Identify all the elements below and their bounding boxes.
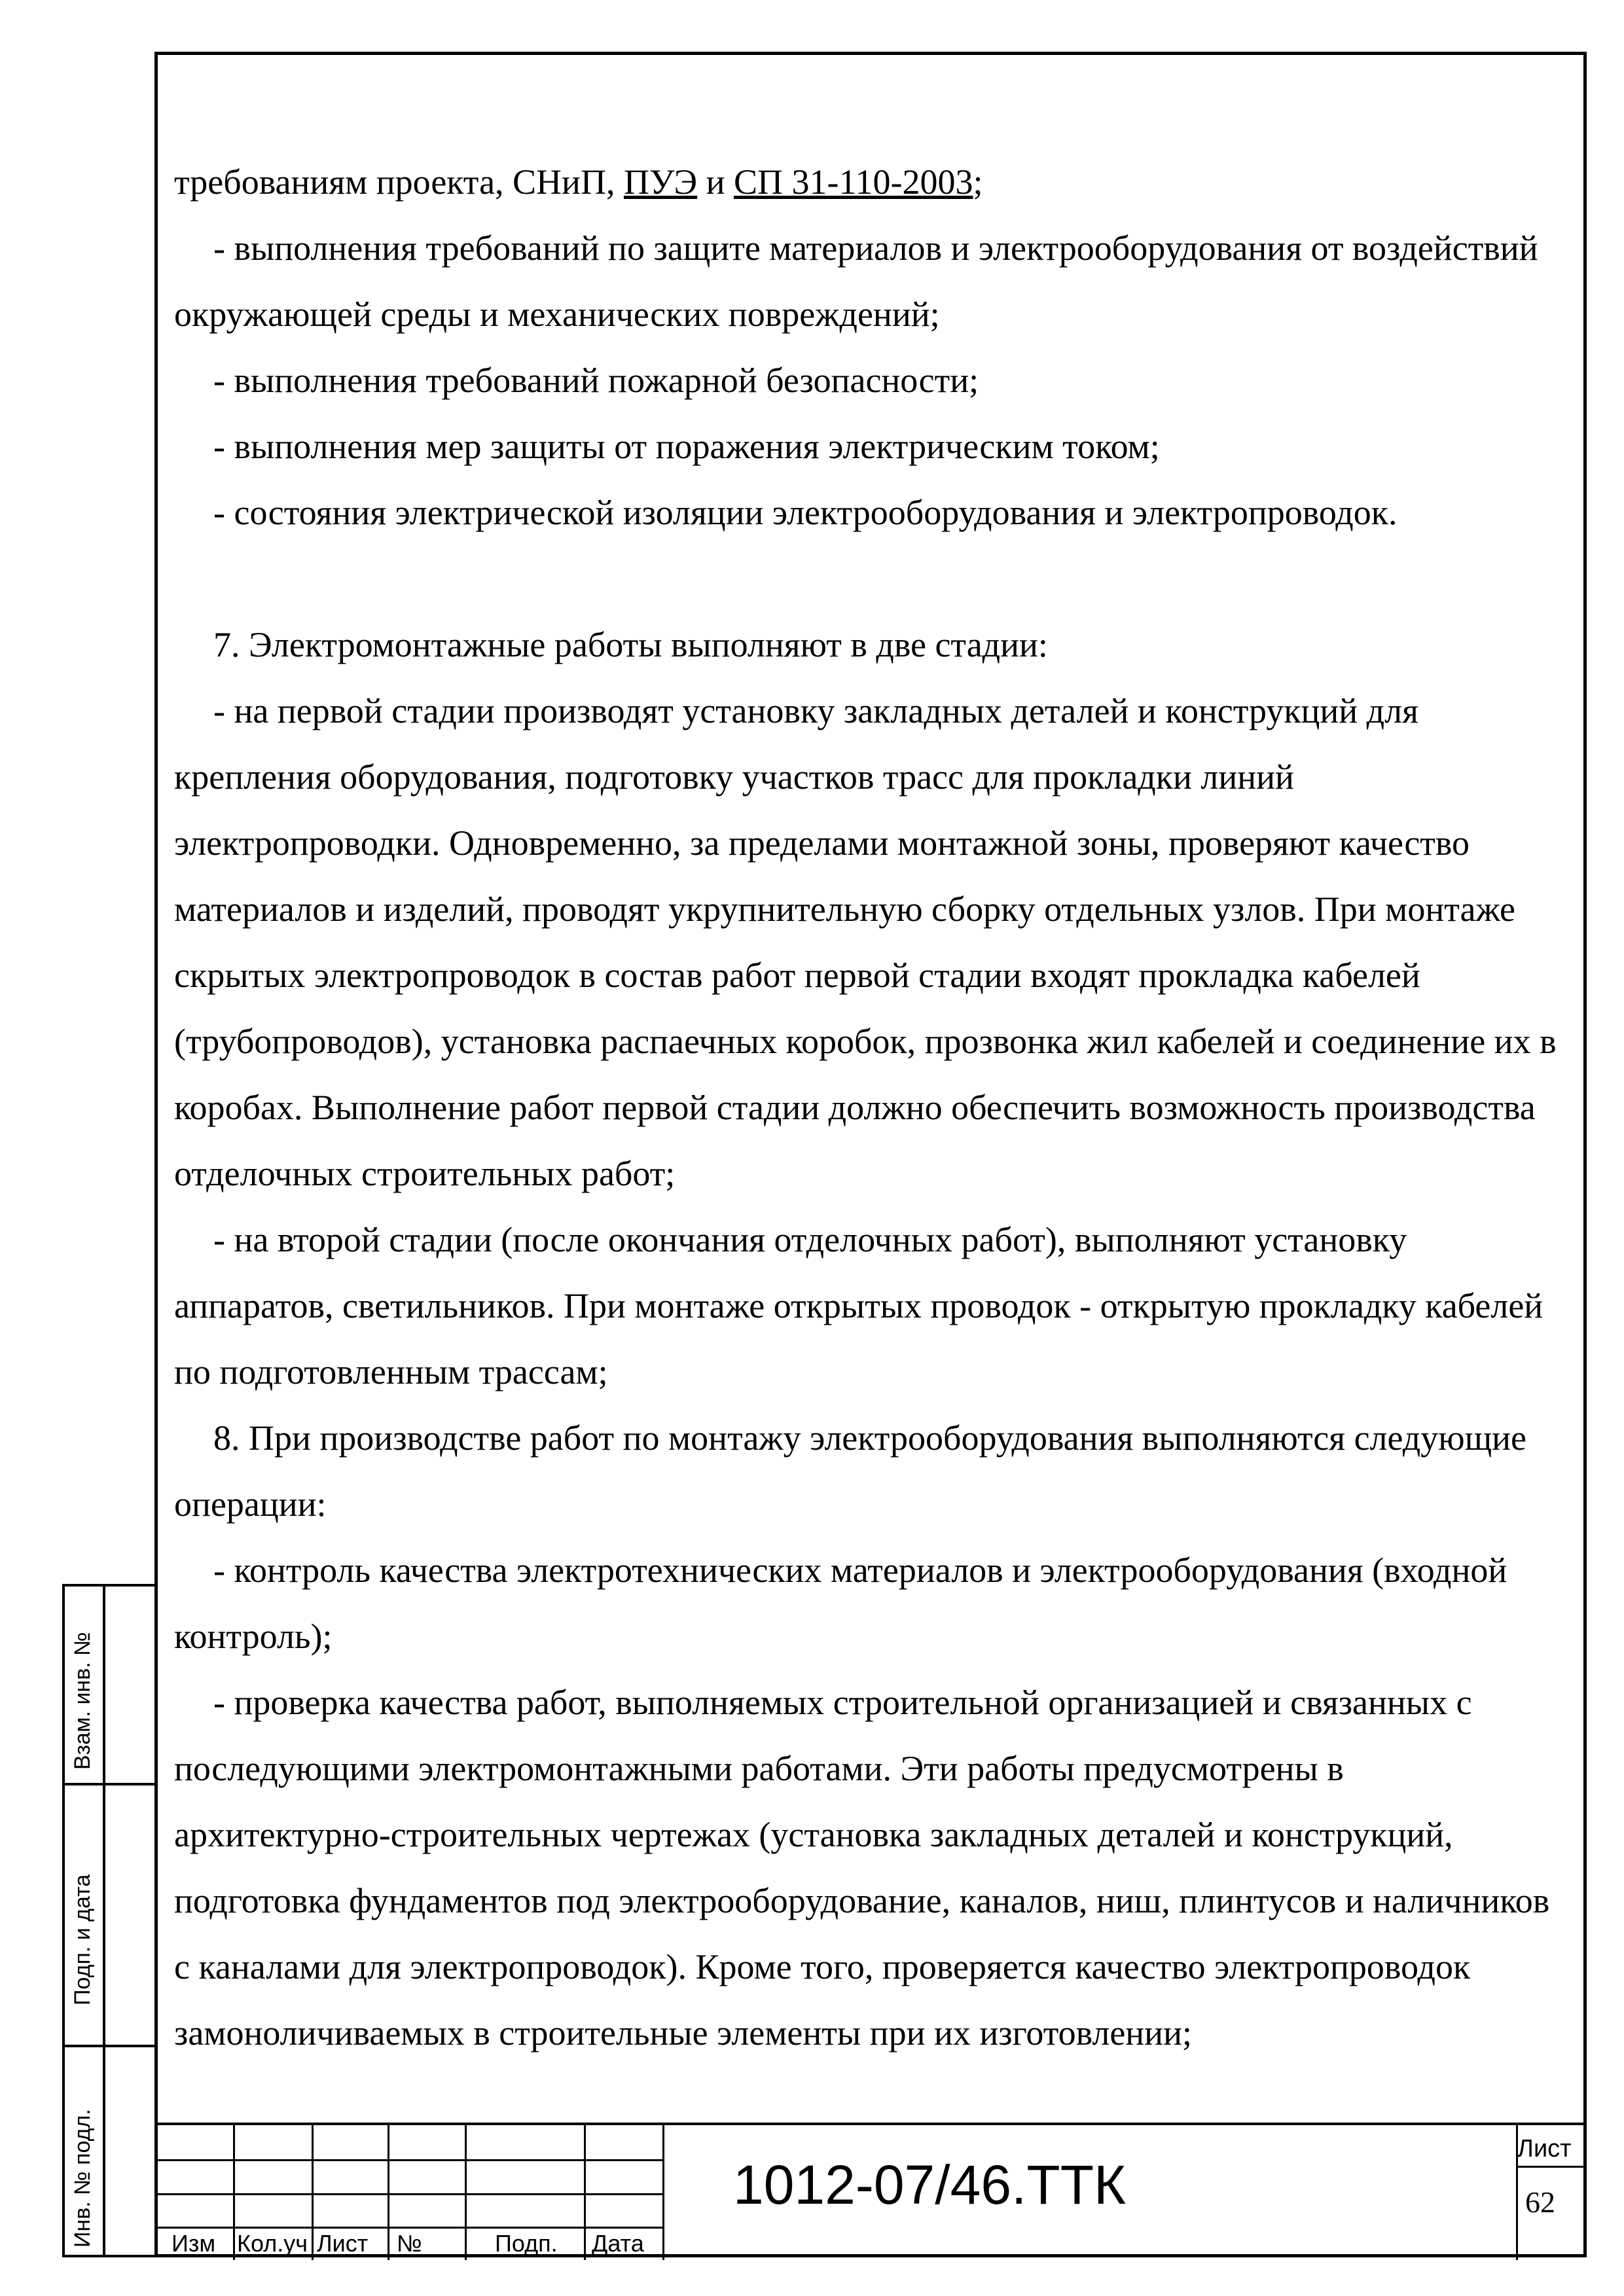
inv-podl-label: Инв. № подл. [70,2109,95,2248]
col-num: № [397,2230,422,2257]
sheet-number: 62 [1525,2185,1555,2219]
paragraph: - выполнения требований пожарной безопасности; [213,361,979,400]
document-code: 1012-07/46.ТТК [733,2154,1126,2215]
sp-link[interactable]: СП 31-110-2003 [734,162,973,202]
col-podp: Подп. [495,2230,558,2257]
paragraph: требованиям проекта, СНиП, ПУЭ и СП 31-110-2003; [174,162,983,202]
paragraph: - проверка качества работ, выполняемых строительной организацией и связанных с последующими электромонтажными работами. Эти работы предусмотрены в архитектурно-строительных чертежах (установка закладных деталей и конструкций, подготовка фундаментов под электрооборудование, каналов, ниш, плинтусов и наличников с каналами для электропроводок). Кроме того, проверяется качество электропроводок замоноличиваемых в строительные элементы при их изготовлении; [174,1683,1550,2053]
paragraph: 8. При производстве работ по монтажу электрооборудования выполняются следующие операции: [174,1418,1527,1524]
sheet-label: Лист [1517,2135,1572,2162]
paragraph: - контроль качества электротехнических материалов и электрооборудования (входной контроль); [174,1551,1507,1656]
side-stamp [62,1584,154,2257]
paragraph: - выполнения требований по защите материалов и электрооборудования от воздействий окружающей среды и механических повреждений; [174,228,1538,334]
paragraph: - выполнения мер защиты от поражения электрическим током; [213,427,1160,466]
paragraph: - состояния электрической изоляции электрооборудования и электропроводок. [213,493,1398,532]
col-data: Дата [592,2230,644,2257]
vzam-inv-label: Взам. инв. № [70,1632,95,1770]
document-body [174,149,1562,2066]
podp-data-label: Подп. и дата [70,1874,95,2005]
col-list: Лист [317,2230,369,2257]
paragraph: - на второй стадии (после окончания отделочных работ), выполняют установку аппаратов, светильников. При монтаже открытых проводок - открытую прокладку кабелей по подготовленным трассам; [174,1220,1543,1391]
spacer [174,546,1562,612]
col-izm: Изм [171,2230,216,2257]
paragraph: - на первой стадии производят установку закладных деталей и конструкций для крепления оборудования, подготовку участков трасс для прокладки линий электропроводки. Одновременно, за пределами монтажной зоны, проверяют качество материалов и изделий, проводят укрупнительную сборку отдельных узлов. При монтаже скрытых электропроводок в состав работ первой стадии входят прокладка кабелей (трубопроводов), установка распаечных коробок, прозвонка жил кабелей и соединение их в коробах. Выполнение работ первой стадии должно обеспечить возможность производства отделочных строительных работ; [174,691,1557,1193]
pue-link[interactable]: ПУЭ [623,162,698,202]
paragraph: 7. Электромонтажные работы выполняют в две стадии: [213,625,1048,664]
col-kol-uch: Кол.уч [237,2230,308,2257]
